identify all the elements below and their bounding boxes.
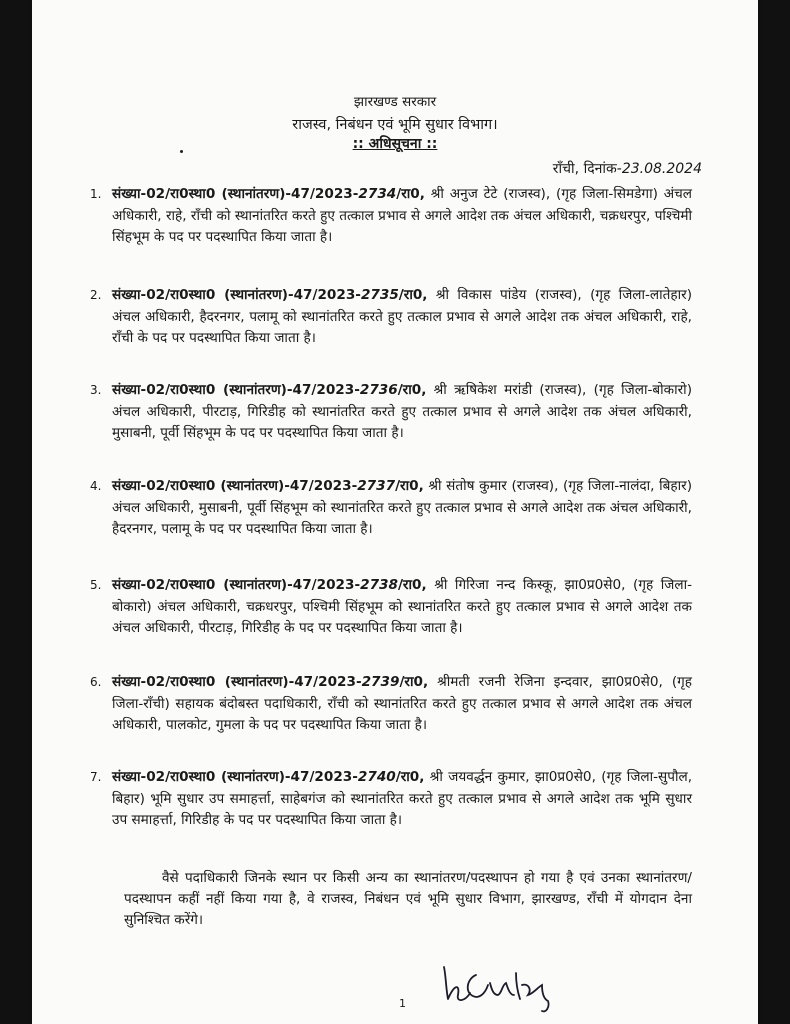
- reference-number: 2737: [357, 478, 396, 494]
- item-number: 3.: [90, 383, 102, 397]
- item-number: 2.: [90, 288, 102, 302]
- reference-suffix: /रा0,: [398, 287, 428, 303]
- notice-date: [553, 159, 702, 178]
- reference-prefix: संख्या-02/रा0स्था0 (स्थानांतरण)-47/2023-: [112, 577, 361, 593]
- reference-number: 2740: [357, 769, 396, 785]
- item-reference: [112, 577, 427, 593]
- page-number: 1: [399, 997, 406, 1010]
- reference-suffix: /रा0,: [395, 478, 424, 494]
- reference-prefix: संख्या-02/रा0स्था0 (स्थानांतरण)-47/2023-: [112, 478, 358, 494]
- reference-prefix: संख्या-02/रा0स्था0 (स्थानांतरण)-47/2023-: [112, 769, 358, 785]
- reference-suffix: /रा0,: [395, 769, 425, 785]
- government-name: झारखण्ड सरकार: [353, 94, 437, 110]
- item-number: 6.: [90, 675, 102, 689]
- item-number: 1.: [90, 187, 102, 201]
- item-reference: [112, 186, 425, 202]
- item-reference: [112, 769, 424, 785]
- list-item: [90, 575, 693, 640]
- reference-suffix: /रा0,: [396, 186, 425, 202]
- reference-number: 2735: [360, 287, 399, 303]
- reference-prefix: संख्या-02/रा0स्था0 (स्थानांतरण)-47/2023-: [112, 382, 360, 398]
- item-body: श्रीमती रजनी रेजिना इन्दवार, झा0प्र0से0, (गृह जिला-राँची) सहायक बंदोबस्त पदाधिकारी, राँची को स्थानांतरित करते हुए तत्काल प्रभाव से अगले आदेश तक अंचल अधिकारी, पालकोट, गुमला के पद पर पदस्थापित किया जाता है।: [112, 674, 692, 733]
- item-number: 5.: [90, 578, 102, 592]
- reference-suffix: /रा0,: [399, 674, 429, 690]
- item-body: श्री विकास पांडेय (राजस्व), (गृह जिला-लातेहार) अंचल अधिकारी, हैदरनगर, पलामू को स्थानांतरित करते हुए तत्काल प्रभाव से अगले आदेश तक अंचल अधिकारी, राहे, राँची के पद पर पदस्थापित किया जाता है।: [112, 287, 693, 346]
- list-item: [90, 672, 692, 737]
- reference-number: 2736: [359, 382, 398, 398]
- item-number: 4.: [90, 479, 102, 493]
- list-item: [90, 767, 693, 832]
- item-body: श्री ऋषिकेश मरांडी (राजस्व), (गृह जिला-बोकारो) अंचल अधिकारी, पीरटाड़, गिरिडीह को स्थानांतरित करते हुए तत्काल प्रभाव से अगले आदेश तक अंचल अधिकारी, मुसाबनी, पूर्वी सिंहभूम के पद पर पदस्थापित किया जाता है।: [112, 382, 692, 441]
- reference-prefix: संख्या-02/रा0स्था0 (स्थानांतरण)-47/2023-: [112, 287, 361, 303]
- list-item: [90, 476, 693, 541]
- date-value: 23.08.2024: [621, 161, 702, 177]
- document-page: [32, 0, 758, 1024]
- list-item: [90, 285, 693, 350]
- reference-number: 2734: [358, 186, 397, 202]
- reference-prefix: संख्या-02/रा0स्था0 (स्थानांतरण)-47/2023-: [112, 186, 359, 202]
- item-reference: [112, 287, 427, 303]
- item-reference: [112, 382, 426, 398]
- reference-number: 2738: [360, 577, 398, 593]
- list-item: [90, 380, 692, 445]
- item-body: श्री अनुज टेटे (राजस्व), (गृह जिला-सिमडेगा) अंचल अधिकारी, राहे, राँची को स्थानांतरित करते हुए तत्काल प्रभाव से अगले आदेश तक अंचल अधिकारी, चक्रधरपुर, पश्चिमी सिंहभूम के पद पर पदस्थापित किया जाता है।: [112, 186, 692, 245]
- item-body: श्री संतोष कुमार (राजस्व), (गृह जिला-नालंदा, बिहार) अंचल अधिकारी, मुसाबनी, पूर्वी सिंहभूम को स्थानांतरित करते हुए तत्काल प्रभाव से अगले आदेश तक अंचल अधिकारी, हैदरनगर, पलामू के पद पर पदस्थापित किया जाता है।: [112, 478, 693, 537]
- ink-dot: [180, 150, 183, 153]
- item-body: श्री जयवर्द्धन कुमार, झा0प्र0से0, (गृह जिला-सुपौल, बिहार) भूमि सुधार उप समाहर्त्ता, साहेबगंज को स्थानांतरित करते हुए तत्काल प्रभाव से अगले आदेश तक भूमि सुधार उप समाहर्त्ता, गिरिडीह के पद पर पदस्थापित किया जाता है।: [112, 769, 693, 828]
- reference-suffix: /रा0,: [397, 577, 427, 593]
- handwritten-signature: [436, 955, 576, 1015]
- reference-suffix: /रा0,: [397, 382, 427, 398]
- item-reference: [112, 478, 424, 494]
- reference-prefix: संख्या-02/रा0स्था0 (स्थानांतरण)-47/2023-: [112, 674, 362, 690]
- item-reference: [112, 674, 428, 690]
- reference-number: 2739: [361, 674, 400, 690]
- date-prefix: राँची, दिनांक-: [552, 161, 622, 177]
- list-item: [90, 184, 692, 249]
- closing-paragraph: वैसे पदाधिकारी जिनके स्थान पर किसी अन्य का स्थानांतरण/पदस्थापन हो गया है एवं उनका स्थानांतरण/पदस्थापन कहीं नहीं किया गया है, वे राजस्व, निबंधन एवं भूमि सुधार विभाग, झारखण्ड, राँची में योगदान देना सुनिश्चित करेंगे।: [124, 870, 692, 928]
- item-body: श्री गिरिजा नन्द किस्कू, झा0प्र0से0, (गृह जिला-बोकारो) अंचल अधिकारी, चक्रधरपुर, पश्चिमी सिंहभूम को स्थानांतरित करते हुए तत्काल प्रभाव से अगले आदेश तक अंचल अधिकारी, पीरटाड़, गिरिडीह के पद पर पदस्थापित किया जाता है।: [112, 577, 693, 636]
- notice-title: :: अधिसूचना ::: [352, 136, 438, 152]
- item-number: 7.: [90, 770, 102, 784]
- department-name: राजस्व, निबंधन एवं भूमि सुधार विभाग।: [292, 117, 498, 133]
